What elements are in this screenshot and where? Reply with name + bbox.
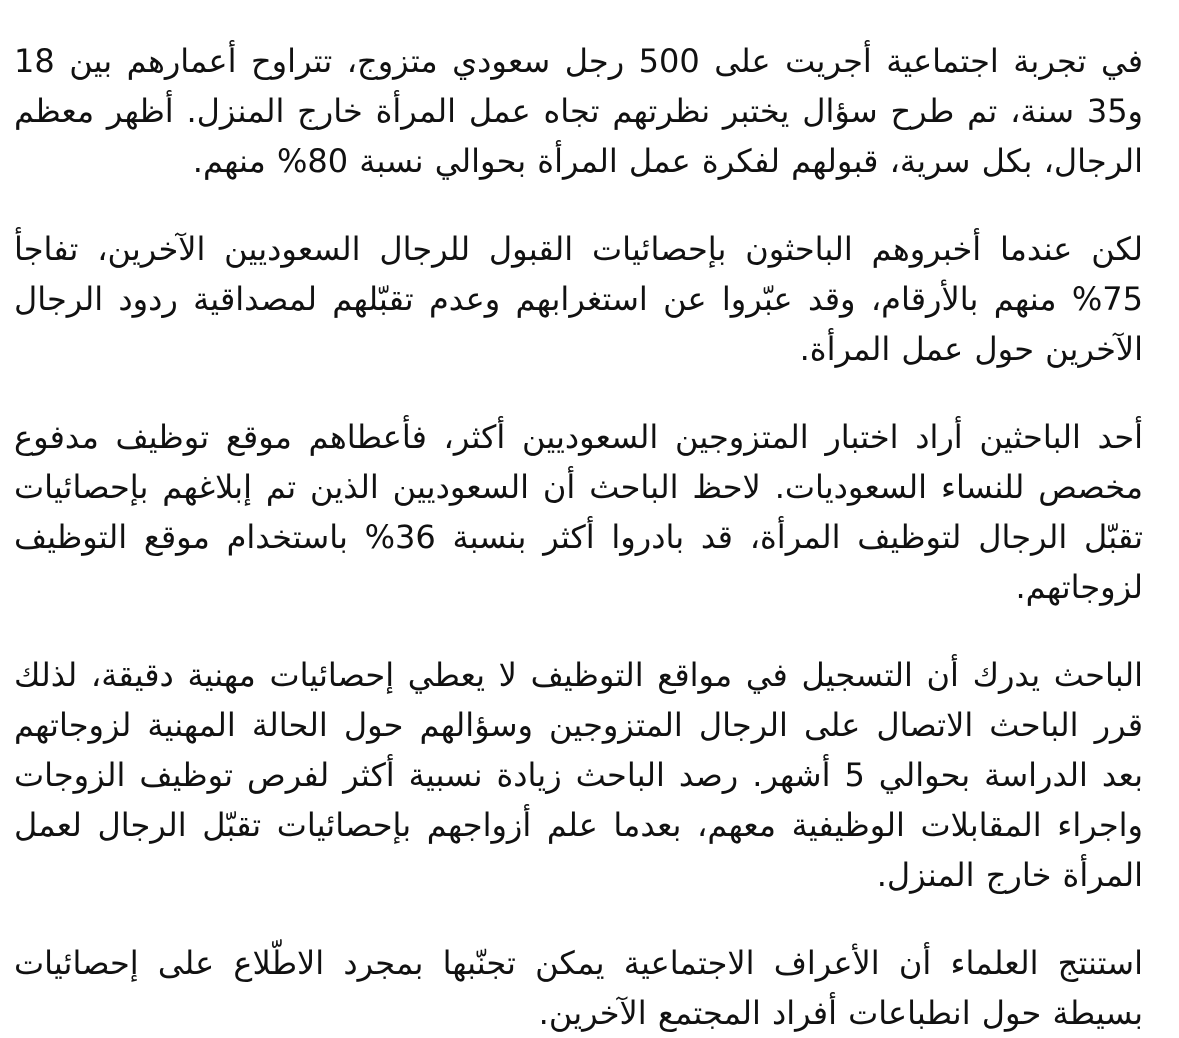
paragraph-experiment-intro: في تجربة اجتماعية أجريت على 500 رجل سعودي متزوج، تتراوح أعمارهم بين 18 و35 سنة، تم طرح سؤال يختبر نظرتهم تجاه عمل المرأة خارج المنزل. أظهر معظم الرجال، بكل سرية، قبولهم لفكرة عمل المرأة بحوالي نسبة 80% منهم.	[14, 42, 1144, 180]
article-body	[14, 36, 1143, 1038]
paragraph-conclusion: استنتج العلماء أن الأعراف الاجتماعية يمكن تجنّبها بمجرد الاطّلاع على إحصائيات بسيطة حول انطباعات أفراد المجتمع الآخرين.	[14, 944, 1143, 1032]
paragraph-job-site-test: أحد الباحثين أراد اختبار المتزوجين السعوديين أكثر، فأعطاهم موقع توظيف مدفوع مخصص للنساء السعوديات. لاحظ الباحث أن السعوديين الذين تم إبلاغهم بإحصائيات تقبّل الرجال لتوظيف المرأة، قد بادروا أكثر بنسبة 36% باستخدام موقع التوظيف لزوجاتهم.	[14, 418, 1144, 606]
paragraph-peer-statistics: لكن عندما أخبروهم الباحثون بإحصائيات القبول للرجال السعوديين الآخرين، تفاجأ 75% منهم بالأرقام، وقد عبّروا عن استغرابهم وعدم تقبّلهم لمصداقية ردود الرجال الآخرين حول عمل المرأة.	[14, 230, 1143, 368]
paragraph-follow-up: الباحث يدرك أن التسجيل في مواقع التوظيف لا يعطي إحصائيات مهنية دقيقة، لذلك قرر الباحث الاتصال على الرجال المتزوجين وسؤالهم حول الحالة المهنية لزوجاتهم بعد الدراسة بحوالي 5 أشهر. رصد الباحث زيادة نسبية أكثر لفرص توظيف الزوجات واجراء المقابلات الوظيفية معهم، بعدما علم أزواجهم بإحصائيات تقبّل الرجال لعمل المرأة خارج المنزل.	[14, 656, 1144, 894]
